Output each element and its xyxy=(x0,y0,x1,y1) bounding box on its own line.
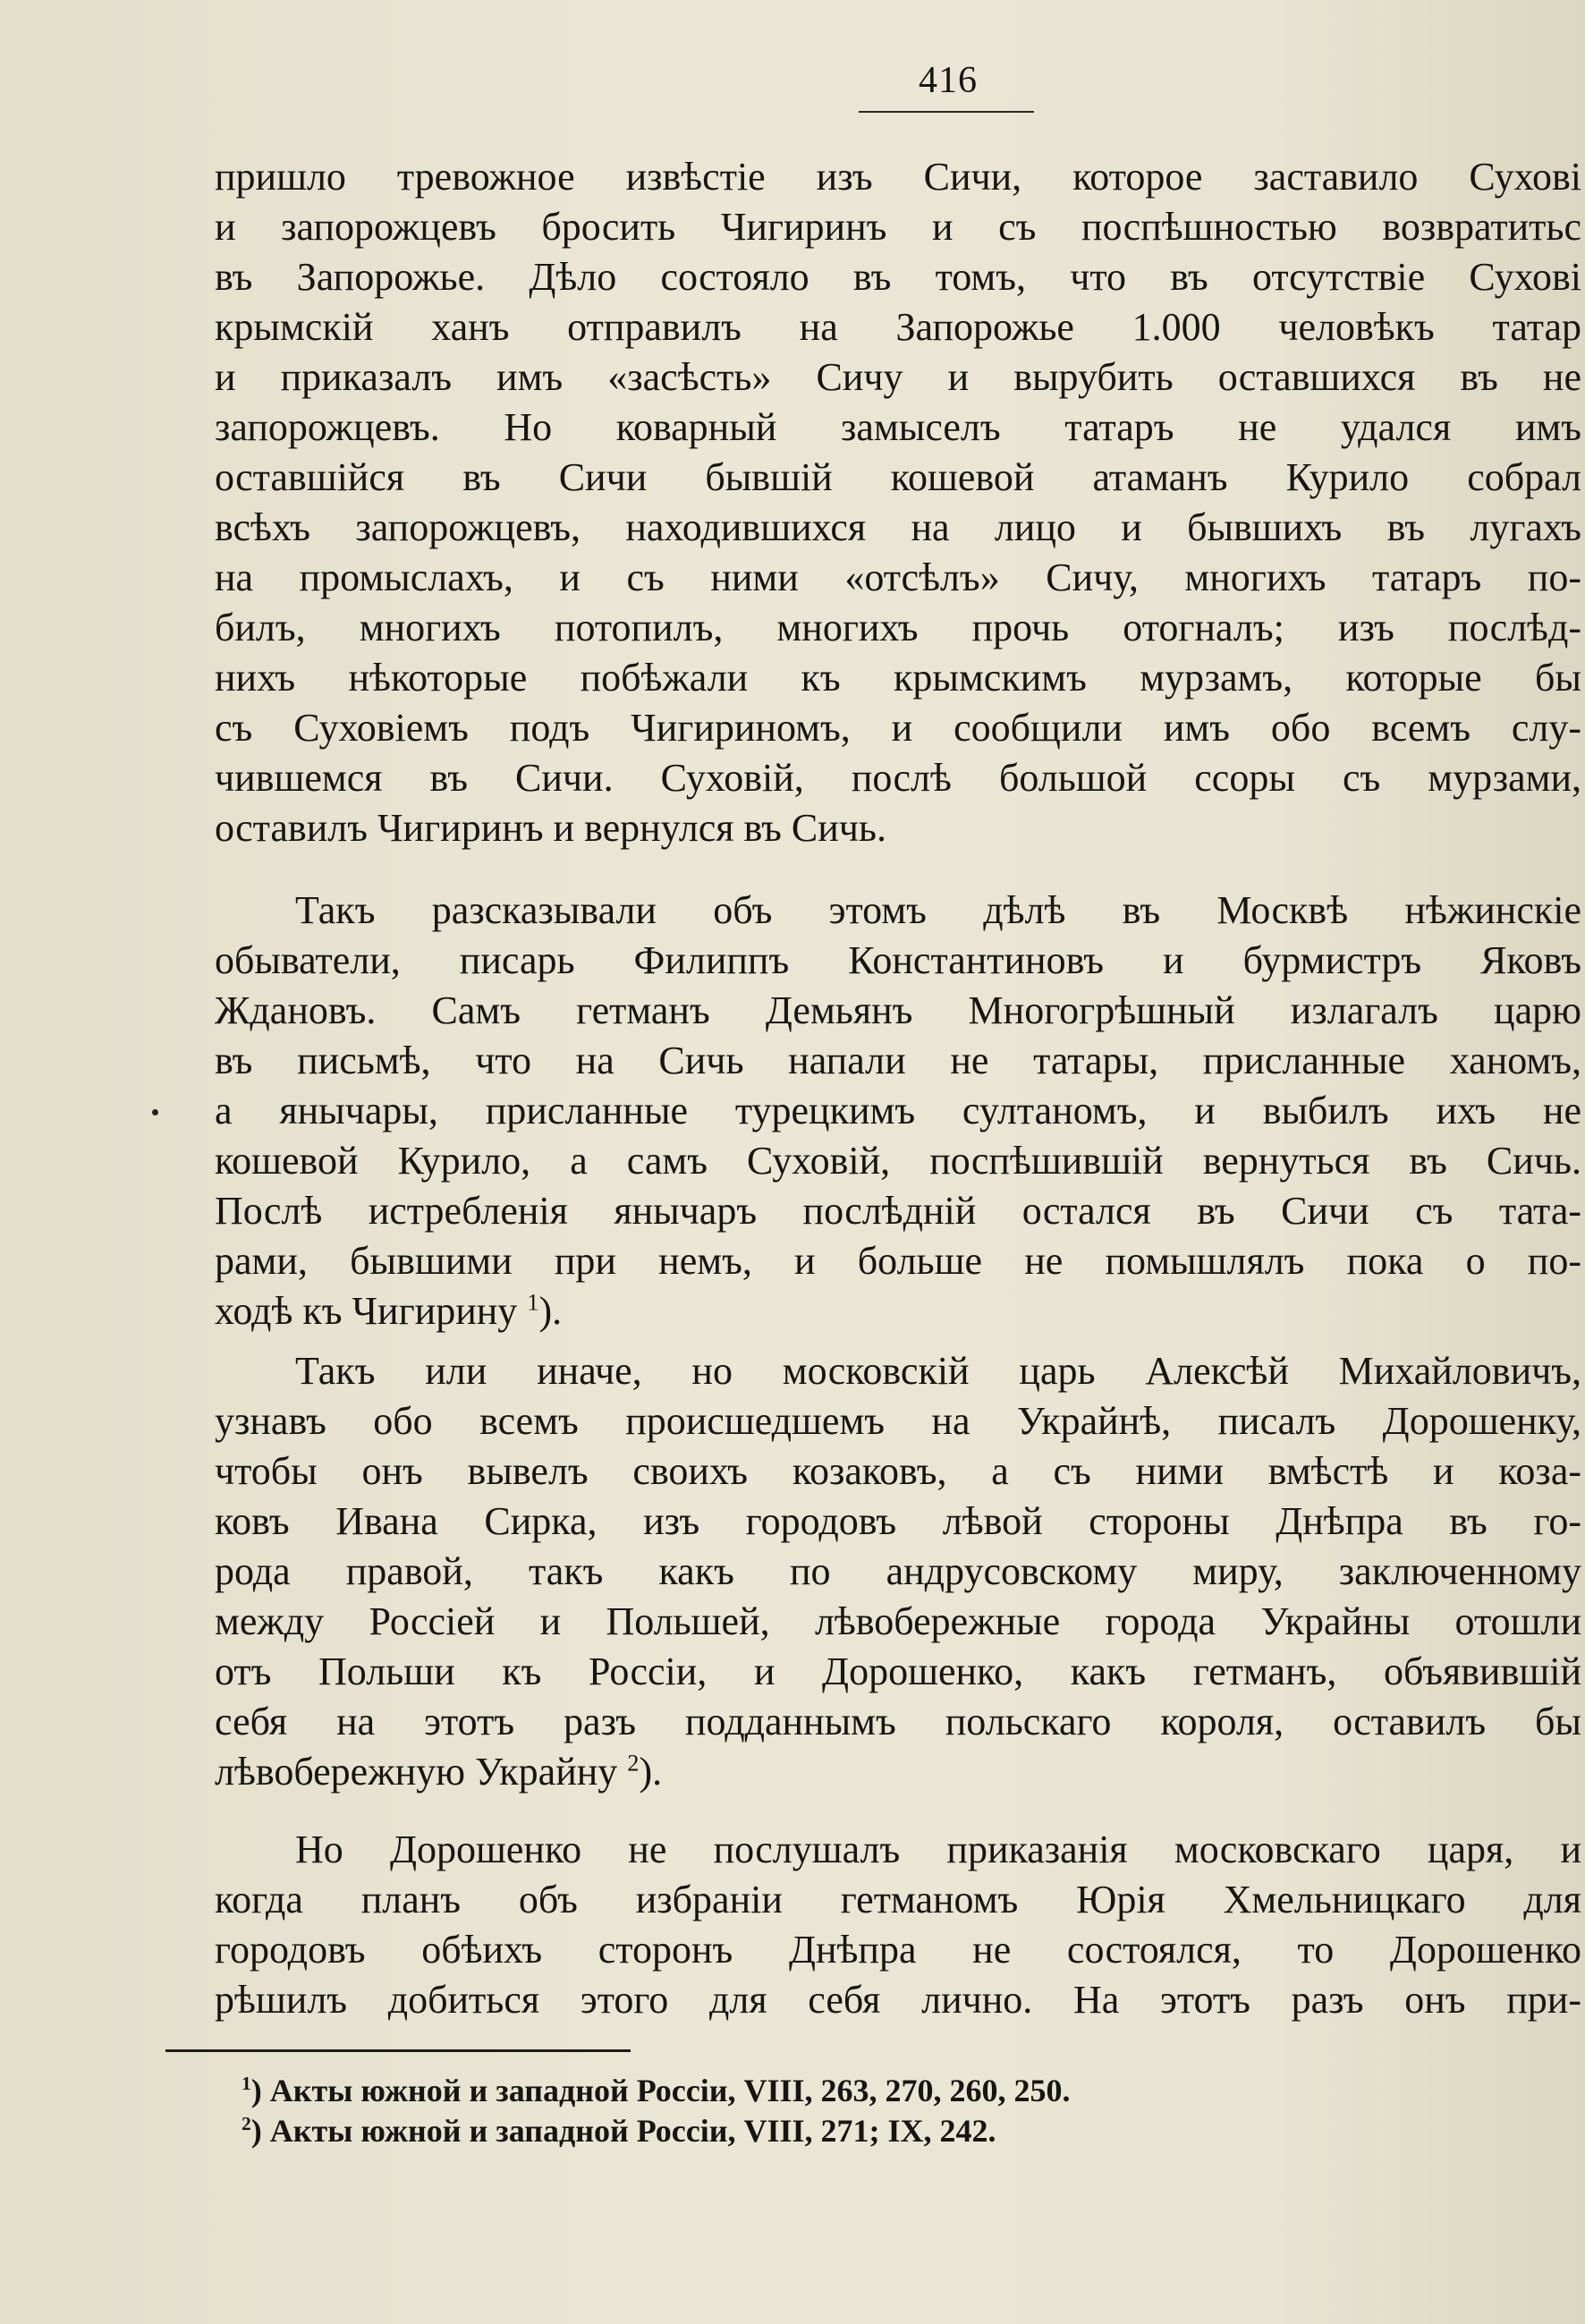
line-text: всѣхъ запорожцевъ, находившихся на лицо и бывшихъ въ лугахъ xyxy=(215,505,1581,549)
line-text: кошевой Курило, а самъ Суховій, поспѣшившій вернуться въ Сичь. xyxy=(215,1139,1581,1183)
text-line xyxy=(215,403,1581,453)
footnote-marker: 2 xyxy=(242,2113,251,2134)
text-line xyxy=(215,1036,1581,1086)
line-text: рѣшилъ добиться этого для себя лично. На этотъ разъ онъ при- xyxy=(215,1978,1581,2022)
footnote-text: ) Акты южной и западной Россіи, VIII, 263, 270, 260, 250. xyxy=(250,2073,1071,2108)
text-line xyxy=(215,302,1581,352)
line-text: оставилъ Чигиринъ и вернулся въ Сичь. xyxy=(215,806,886,850)
text-line xyxy=(215,1925,1581,1975)
text-line xyxy=(215,1975,1581,2025)
text-line xyxy=(215,352,1581,403)
text-line xyxy=(215,453,1581,503)
line-text: Ждановъ. Самъ гетманъ Демьянъ Многогрѣшный излагалъ царю xyxy=(215,988,1581,1032)
text-line xyxy=(215,1597,1581,1647)
text-line xyxy=(215,553,1581,603)
line-text: чившемся въ Сичи. Суховій, послѣ большой ссоры съ мурзами, xyxy=(215,756,1581,800)
line-text: лѣвобережную Украйну xyxy=(215,1750,618,1794)
footnote-2 xyxy=(242,2111,996,2150)
text-line xyxy=(215,1236,1581,1286)
line-text: когда планъ объ избраніи гетманомъ Юрія Хмельницкаго для xyxy=(215,1878,1581,1921)
line-text: въ Запорожье. Дѣло состояло въ томъ, что въ отсутствіе Сухові xyxy=(215,255,1581,299)
line-text: нихъ нѣкоторые побѣжали къ крымскимъ мурзамъ, которые бы xyxy=(215,656,1581,700)
line-text: пришло тревожное извѣстіе изъ Сичи, которое заставило Сухові xyxy=(215,155,1581,199)
line-tail: ). xyxy=(639,1750,663,1794)
text-line xyxy=(295,886,1581,936)
footnote-1 xyxy=(242,2071,1071,2110)
text-line xyxy=(215,936,1581,986)
line-text: Но Дорошенко не послушалъ приказанія московскаго царя, и xyxy=(295,1828,1581,1871)
text-line xyxy=(215,1446,1581,1497)
line-text: рами, бывшими при немъ, и больше не помышлялъ пока о по- xyxy=(215,1239,1581,1283)
text-line xyxy=(215,152,1581,202)
text-line xyxy=(215,252,1581,302)
page-number-rule xyxy=(859,111,1034,113)
footnote-reference: 2 xyxy=(627,1749,640,1777)
line-text: а янычары, присланные турецкимъ султаномъ, и выбилъ ихъ не xyxy=(215,1089,1581,1132)
line-text: и приказалъ имъ «засѣсть» Сичу и вырубить оставшихся въ не xyxy=(215,355,1581,399)
line-text: Такъ или иначе, но московскій царь Алексѣй Михайловичъ, xyxy=(295,1349,1581,1393)
line-text: себя на этотъ разъ подданнымъ польскаго короля, оставилъ бы xyxy=(215,1700,1581,1743)
text-line xyxy=(215,1136,1581,1186)
text-line xyxy=(215,703,1581,753)
line-text: Такъ разсказывали объ этомъ дѣлѣ въ Москвѣ нѣжинскіе xyxy=(295,888,1581,932)
text-line xyxy=(215,803,1581,853)
text-line xyxy=(215,1697,1581,1747)
line-text: ковъ Ивана Сирка, изъ городовъ лѣвой стороны Днѣпра въ го- xyxy=(215,1499,1581,1543)
line-text: оставшійся въ Сичи бывшій кошевой атаманъ Курило собрал xyxy=(215,455,1581,499)
line-text: узнавъ обо всемъ происшедшемъ на Украйнѣ, писалъ Дорошенку, xyxy=(215,1399,1581,1443)
line-text: въ письмѣ, что на Сичь напали не татары, присланные ханомъ, xyxy=(215,1039,1581,1082)
text-line xyxy=(215,603,1581,653)
text-line xyxy=(215,1086,1581,1136)
footnote-reference: 1 xyxy=(527,1288,539,1316)
text-line xyxy=(215,1875,1581,1925)
text-line xyxy=(215,1396,1581,1446)
text-line xyxy=(215,653,1581,703)
text-line xyxy=(295,1346,1581,1396)
line-text: запорожцевъ. Но коварный замыселъ татаръ не удался имъ xyxy=(215,405,1581,449)
text-line xyxy=(215,753,1581,803)
line-text: билъ, многихъ потопилъ, многихъ прочь отогналъ; изъ послѣд- xyxy=(215,606,1581,649)
line-text: и запорожцевъ бросить Чигиринъ и съ поспѣшностью возвратитьс xyxy=(215,205,1581,249)
line-text: отъ Польши къ Россіи, и Дорошенко, какъ гетманъ, объявившій xyxy=(215,1650,1581,1693)
line-text: съ Суховіемъ подъ Чигириномъ, и сообщили имъ обо всемъ слу- xyxy=(215,706,1581,750)
text-line xyxy=(215,1186,1581,1236)
text-line xyxy=(215,986,1581,1036)
footnote-text: ) Акты южной и западной Россіи, VIII, 271; IX, 242. xyxy=(250,2113,996,2149)
line-text: городовъ обѣихъ сторонъ Днѣпра не состоялся, то Дорошенко xyxy=(215,1928,1581,1972)
text-line xyxy=(215,503,1581,553)
line-text: рода правой, такъ какъ по андрусовскому миру, заключенному xyxy=(215,1549,1581,1593)
footnote-rule xyxy=(165,2049,631,2052)
text-line xyxy=(215,1647,1581,1697)
text-line xyxy=(295,1825,1581,1875)
line-text: обыватели, писарь Филиппъ Константиновъ и бурмистръ Яковъ xyxy=(215,938,1581,982)
line-text: между Россіей и Польшей, лѣвобережные города Украйны отошли xyxy=(215,1599,1581,1643)
footnote-marker: 1 xyxy=(242,2073,251,2094)
text-line xyxy=(215,1547,1581,1597)
text-line xyxy=(215,202,1581,252)
line-text: крымскій ханъ отправилъ на Запорожье 1.000 человѣкъ татар xyxy=(215,305,1581,349)
line-tail: ). xyxy=(538,1289,563,1333)
margin-dot xyxy=(152,1109,158,1115)
line-text: ходѣ къ Чигирину xyxy=(215,1289,518,1333)
page-number: 416 xyxy=(919,60,978,101)
line-text: чтобы онъ вывелъ своихъ козаковъ, а съ ними вмѣстѣ и коза- xyxy=(215,1449,1581,1493)
text-line xyxy=(215,1286,1581,1336)
line-text: на промыслахъ, и съ ними «отсѣлъ» Сичу, многихъ татаръ по- xyxy=(215,556,1581,599)
text-line xyxy=(215,1497,1581,1547)
text-line xyxy=(215,1747,1581,1797)
line-text: Послѣ истребленія янычаръ послѣдній остался въ Сичи съ тата- xyxy=(215,1189,1581,1233)
